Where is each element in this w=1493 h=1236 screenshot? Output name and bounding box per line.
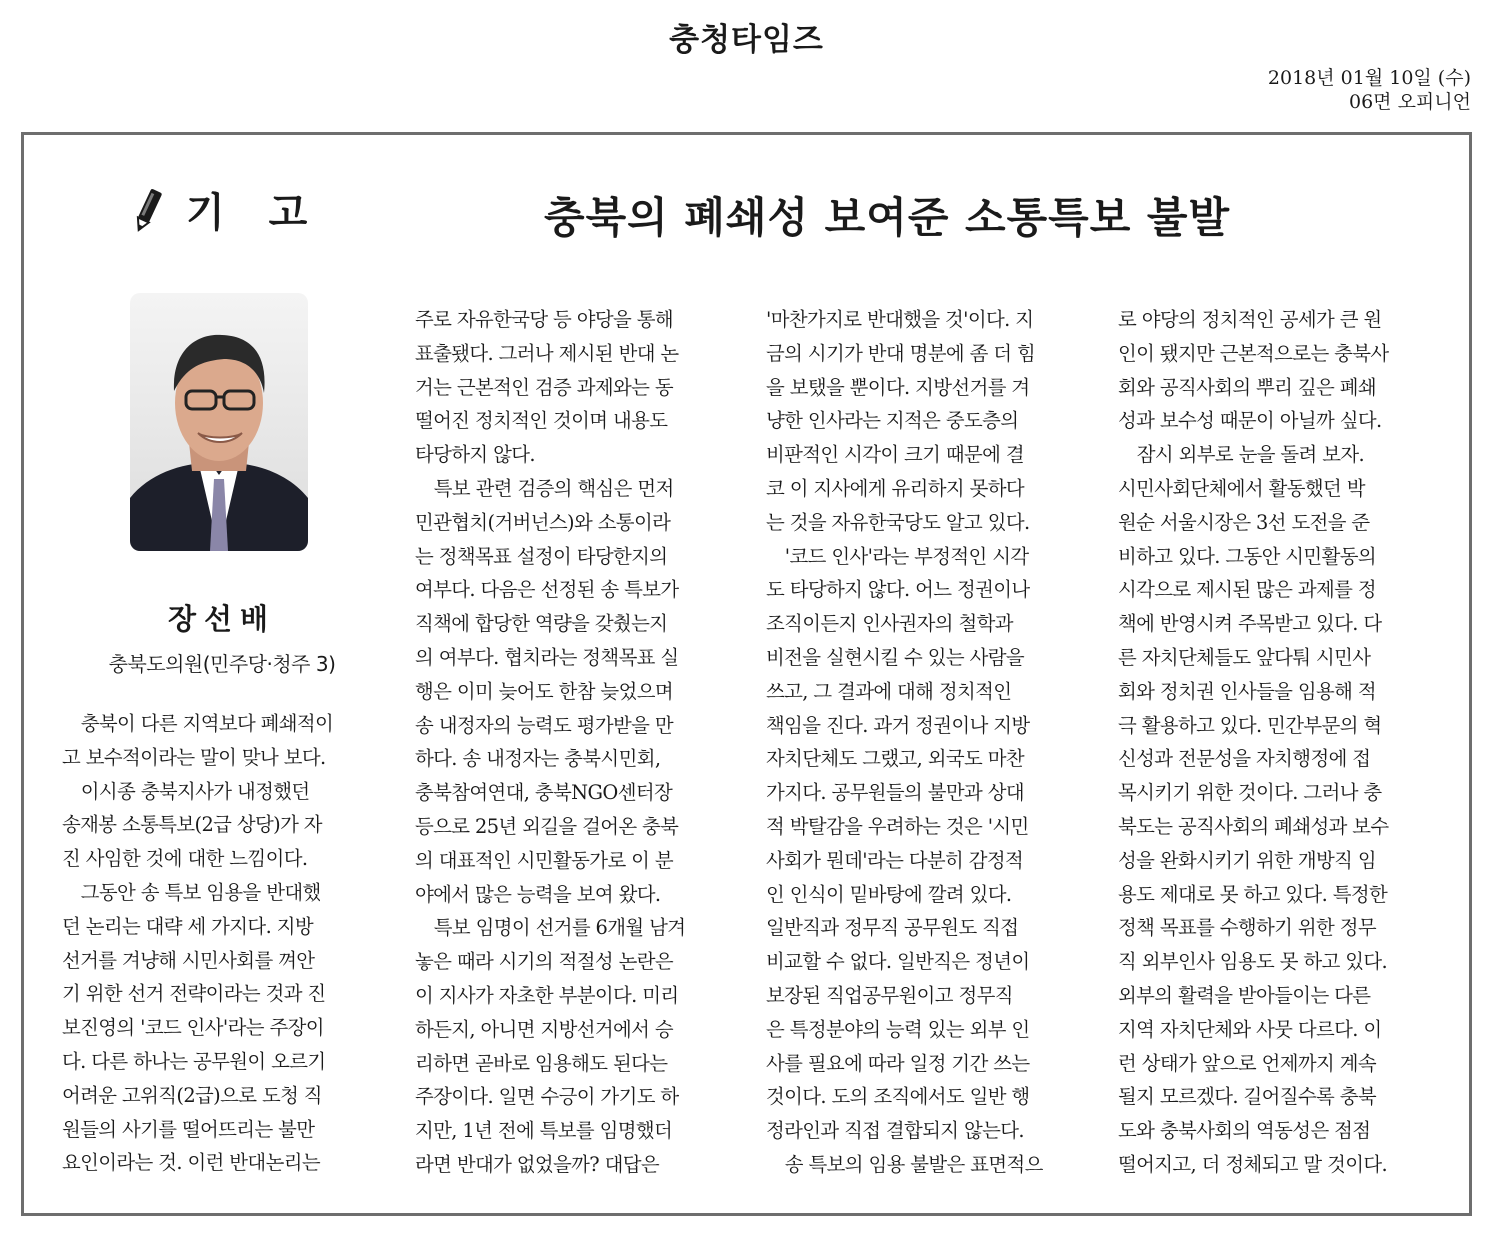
text-line: 떨어진 정치적인 것이며 내용도 bbox=[415, 409, 668, 433]
text-column-1 bbox=[62, 707, 382, 1180]
text-line: 자치단체도 그랬고, 외국도 마찬 bbox=[766, 747, 1024, 771]
text-line: 용도 제대로 못 하고 있다. 특정한 bbox=[1118, 882, 1388, 906]
text-line: 선거를 겨냥해 시민사회를 껴안 bbox=[62, 948, 315, 972]
text-line: 는 정책목표 설정이 타당한지의 bbox=[415, 544, 668, 568]
text-line: 라면 반대가 없었을까? 대답은 bbox=[415, 1152, 660, 1176]
text-line: 민관협치(거버넌스)와 소통이라 bbox=[415, 510, 671, 534]
text-line: 의 대표적인 시민활동가로 이 분 bbox=[415, 848, 673, 872]
text-line: 쓰고, 그 결과에 대해 정치적인 bbox=[766, 679, 1012, 703]
text-line: 그동안 송 특보 임용을 반대했 bbox=[62, 880, 321, 904]
text-line: 의 여부다. 협치라는 정책목표 실 bbox=[415, 645, 679, 669]
text-line: 하다. 송 내정자는 충북시민회, bbox=[415, 747, 661, 771]
text-line: 비전을 실현시킬 수 있는 사람을 bbox=[766, 645, 1024, 669]
text-line: 기 위한 선거 전략이라는 것과 진 bbox=[62, 982, 326, 1006]
text-line: 직 외부인사 임용도 못 하고 있다. bbox=[1118, 950, 1388, 974]
text-line: 것이다. 도의 조직에서도 일반 행 bbox=[766, 1085, 1030, 1109]
text-line: 런 상태가 앞으로 언제까지 계속 bbox=[1118, 1051, 1376, 1075]
text-line: 진 사임한 것에 대한 느낌이다. bbox=[62, 847, 308, 871]
text-line: 극 활용하고 있다. 민간부문의 혁 bbox=[1118, 713, 1382, 737]
text-line: 행은 이미 늦어도 한참 늦었으며 bbox=[415, 679, 673, 703]
text-line: 여부다. 다음은 선정된 송 특보가 bbox=[415, 578, 679, 602]
text-line: 인 인식이 밑바탕에 깔려 있다. bbox=[766, 882, 1012, 906]
text-line: 정책 목표를 수행하기 위한 정무 bbox=[1118, 916, 1376, 940]
text-line: 지역 자치단체와 사뭇 다르다. 이 bbox=[1118, 1017, 1382, 1041]
text-line: 거는 근본적인 검증 과제와는 동 bbox=[415, 375, 673, 399]
text-line: 사를 필요에 따라 일정 기간 쓰는 bbox=[766, 1051, 1030, 1075]
text-line: 놓은 때라 시기의 적절성 논란은 bbox=[415, 950, 673, 974]
text-line: 로 야당의 정치적인 공세가 큰 원 bbox=[1118, 308, 1382, 331]
text-column-3 bbox=[766, 303, 1088, 1182]
text-line: 금의 시기가 반대 명분에 좀 더 힘 bbox=[766, 341, 1036, 365]
text-line: 시민사회단체에서 활동했던 박 bbox=[1118, 476, 1365, 500]
text-line: 어려운 고위직(2급)으로 도청 직 bbox=[62, 1083, 322, 1107]
text-line: 사회가 뭔데'라는 다분히 감정적 bbox=[766, 848, 1024, 872]
text-line: 시각으로 제시된 많은 과제를 정 bbox=[1118, 578, 1376, 602]
text-line: 충북참여연대, 충북NGO센터장 bbox=[415, 781, 673, 805]
text-line: 성과 보수성 때문이 아닐까 싶다. bbox=[1118, 409, 1382, 433]
text-line: '마찬가지로 반대했을 것'이다. 지 bbox=[766, 308, 1034, 331]
text-line: 냥한 인사라는 지적은 중도층의 bbox=[766, 409, 1019, 433]
text-line: 잠시 외부로 눈을 돌려 보자. bbox=[1118, 443, 1365, 467]
pencil-icon bbox=[130, 185, 166, 235]
text-column-2 bbox=[415, 303, 737, 1182]
dateline bbox=[1268, 66, 1471, 114]
text-line: 비하고 있다. 그동안 시민활동의 bbox=[1118, 544, 1376, 568]
text-line: 은 특정분야의 능력 있는 외부 인 bbox=[766, 1017, 1030, 1041]
text-line: 주로 자유한국당 등 야당을 통해 bbox=[415, 308, 673, 331]
headline: 충북의 폐쇄성 보여준 소통특보 불발 bbox=[544, 193, 1231, 242]
text-line: 코 이 지사에게 유리하지 못하다 bbox=[766, 476, 1024, 500]
text-line: 일반직과 정무직 공무원도 직접 bbox=[766, 916, 1019, 940]
text-line: 직책에 합당한 역량을 갖췄는지 bbox=[415, 612, 668, 636]
text-line: 이시종 충북지사가 내정했던 bbox=[62, 779, 310, 803]
page-section: 06면 오피니언 bbox=[1349, 91, 1471, 113]
text-line: 표출됐다. 그러나 제시된 반대 논 bbox=[415, 341, 679, 365]
text-line: 른 자치단체들도 앞다퉈 시민사 bbox=[1118, 645, 1371, 669]
text-line: 북도는 공직사회의 폐쇄성과 보수 bbox=[1118, 814, 1389, 838]
text-line: 이 지사가 자초한 부분이다. 미리 bbox=[415, 983, 679, 1007]
text-line: 목시키기 위한 것이다. 그러나 충 bbox=[1118, 781, 1382, 805]
issue-date: 2018년 01월 10일 (수) bbox=[1267, 67, 1471, 89]
text-line: 조직이든지 인사권자의 철학과 bbox=[766, 612, 1013, 636]
text-line: 회와 공직사회의 뿌리 깊은 폐쇄 bbox=[1118, 375, 1376, 399]
author-title: 충북도의원(민주당·청주 3) bbox=[108, 652, 336, 676]
text-line: 특보 관련 검증의 핵심은 먼저 bbox=[415, 476, 674, 500]
text-line: 등으로 25년 외길을 걸어온 충북 bbox=[415, 814, 679, 838]
text-line: 비교할 수 없다. 일반직은 정년이 bbox=[766, 950, 1030, 974]
text-line: 주장이다. 일면 수긍이 가기도 하 bbox=[415, 1085, 679, 1109]
text-line: 을 보탰을 뿐이다. 지방선거를 겨 bbox=[766, 375, 1030, 399]
text-line: 정라인과 직접 결합되지 않는다. bbox=[766, 1119, 1024, 1143]
text-line: 회와 정치권 인사들을 임용해 적 bbox=[1118, 679, 1376, 703]
text-line: 송 특보의 임용 불발은 표면적으 bbox=[766, 1152, 1043, 1176]
text-line: 요인이라는 것. 이런 반대논리는 bbox=[62, 1151, 320, 1175]
text-line: 성을 완화시키기 위한 개방직 임 bbox=[1118, 848, 1376, 872]
text-line: 보진영의 '코드 인사'라는 주장이 bbox=[62, 1016, 324, 1040]
text-line: 가지다. 공무원들의 불만과 상대 bbox=[766, 781, 1024, 805]
text-line: 타당하지 않다. bbox=[415, 443, 535, 467]
text-line: 책에 반영시켜 주목받고 있다. 다 bbox=[1118, 612, 1382, 636]
text-line: 야에서 많은 능력을 보여 왔다. bbox=[415, 882, 661, 906]
text-line: 책임을 진다. 과거 정권이나 지방 bbox=[766, 713, 1030, 737]
text-line: 다. 다른 하나는 공무원이 오르기 bbox=[62, 1049, 326, 1073]
text-line: 떨어지고, 더 정체되고 말 것이다. bbox=[1118, 1152, 1388, 1176]
text-line: 송 내정자의 능력도 평가받을 만 bbox=[415, 713, 673, 737]
text-line: 비판적인 시각이 크기 때문에 결 bbox=[766, 443, 1024, 467]
text-line: 송재봉 소통특보(2급 상당)가 자 bbox=[62, 813, 322, 837]
text-line: '코드 인사'라는 부정적인 시각 bbox=[766, 544, 1029, 568]
text-line: 인이 됐지만 근본적으로는 충북사 bbox=[1118, 341, 1389, 365]
text-line: 는 것을 자유한국당도 알고 있다. bbox=[766, 510, 1030, 534]
text-line: 하든지, 아니면 지방선거에서 승 bbox=[415, 1017, 673, 1041]
section-text: 기고 bbox=[186, 189, 352, 236]
text-line: 적 박탈감을 우려하는 것은 '시민 bbox=[766, 814, 1029, 838]
text-line: 던 논리는 대략 세 가지다. 지방 bbox=[62, 914, 313, 938]
article-frame bbox=[21, 132, 1472, 1216]
section-label bbox=[130, 181, 351, 238]
text-line: 도 타당하지 않다. 어느 정권이나 bbox=[766, 578, 1030, 602]
text-line: 원순 서울시장은 3선 도전을 준 bbox=[1118, 510, 1370, 534]
text-line: 도와 충북사회의 역동성은 점점 bbox=[1118, 1119, 1371, 1143]
author bbox=[62, 597, 382, 677]
text-line: 외부의 활력을 받아들이는 다른 bbox=[1118, 983, 1371, 1007]
text-line: 특보 임명이 선거를 6개월 남겨 bbox=[415, 916, 686, 940]
text-line: 지만, 1년 전에 특보를 임명했더 bbox=[415, 1119, 673, 1143]
text-column-4 bbox=[1118, 303, 1440, 1182]
text-line: 리하면 곧바로 임용해도 된다는 bbox=[415, 1051, 668, 1075]
text-line: 충북이 다른 지역보다 폐쇄적이 bbox=[62, 712, 334, 735]
text-line: 보장된 직업공무원이고 정무직 bbox=[766, 983, 1013, 1007]
masthead: 충청타임즈 bbox=[669, 22, 824, 58]
text-line: 될지 모르겠다. 길어질수록 충북 bbox=[1118, 1085, 1376, 1109]
text-line: 신성과 전문성을 자치행정에 접 bbox=[1118, 747, 1371, 771]
text-line: 원들의 사기를 떨어뜨리는 불만 bbox=[62, 1117, 315, 1141]
author-name: 장선배 bbox=[167, 602, 277, 636]
text-line: 고 보수적이라는 말이 맞나 보다. bbox=[62, 745, 326, 769]
author-portrait bbox=[130, 293, 308, 551]
